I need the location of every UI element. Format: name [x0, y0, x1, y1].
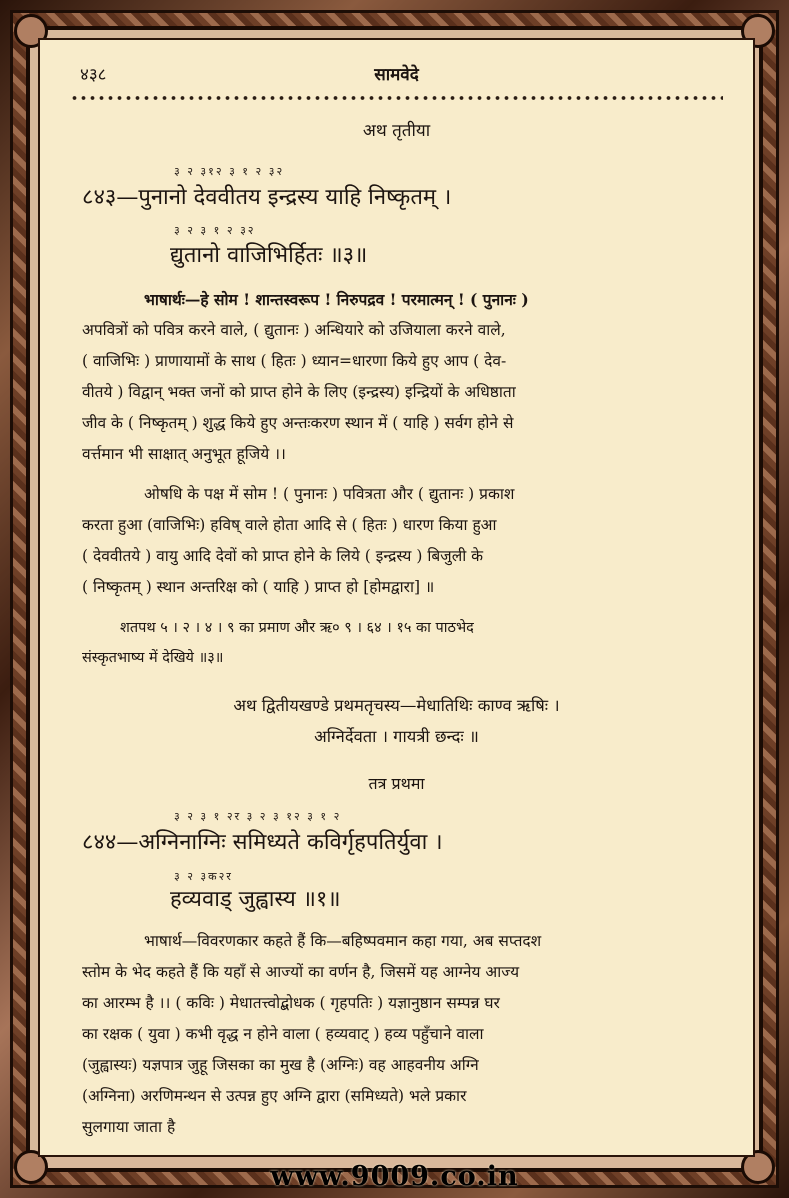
mantra-843-line1: ८४३—पुनानो देववीतय इन्द्रस्य याहि निष्कृतम् । [82, 185, 452, 210]
aushadhi-line: करता हुआ (वाजिभिः) हविष् वाले होता आदि से ( हितः ) धारण किया हुआ [82, 516, 497, 534]
bhashartha-line: स्तोम के भेद कहते हैं कि यहाँ से आज्यों का वर्णन है, जिसमें यह आग्नेय आज्य [82, 963, 520, 981]
mantra-accent-marks: ३ २ ३१२ ३ १ २ ३२ [174, 165, 285, 178]
book-title: सामवेदे [374, 65, 419, 85]
bhashartha-line: वीतये ) विद्वान् भक्त जनों को प्राप्त होने के लिए (इन्द्रस्य) इन्द्रियों के अधिष्ठाता [82, 383, 516, 401]
page-header [80, 56, 713, 86]
mantra-844-line1: ८४४—अग्निनाग्निः समिध्यते कविर्गृहपतिर्युवा । [82, 830, 443, 855]
bhashartha-line: वर्त्तमान भी साक्षात् अनुभूत हूजिये ।। [82, 445, 286, 463]
bhashartha-line: सुलगाया जाता है [82, 1118, 176, 1136]
bhashartha-line: जीव के ( निष्कृतम् ) शुद्ध किये हुए अन्तःकरण स्थान में ( याहि ) सर्वग होने से [82, 414, 514, 432]
aushadhi-line: ओषधि के पक्ष में सोम ! ( पुनानः ) पवित्रता और ( द्युतानः ) प्रकाश [144, 485, 515, 503]
bhashartha-line: भाषार्थः—हे सोम ! शान्तस्वरूप ! निरुपद्रव ! परमात्मन् ! ( पुनानः ) [144, 290, 529, 309]
decorative-dotted-rule [70, 94, 723, 102]
section-title: अथ तृतीया [362, 121, 431, 141]
reference-line: संस्कृतभाष्य में देखिये ॥३॥ [82, 650, 224, 666]
khanda-heading: अग्निर्देवता । गायत्री छन्दः ॥ [314, 727, 479, 746]
website-watermark-link[interactable]: www.9009.co.in [270, 1161, 519, 1192]
mantra-844-line2: हव्यवाड् जुह्वास्य ॥१॥ [170, 887, 341, 912]
scripture-page [38, 38, 755, 1157]
bhashartha-line: अपवित्रों को पवित्र करने वाले, ( द्युतानः ) अन्धियारे को उजियाला करने वाले, [82, 321, 506, 339]
bhashartha-line: का रक्षक ( युवा ) कभी वृद्ध न होने वाला ( हव्यवाट् ) हव्य पहुँचाने वाला [82, 1025, 484, 1043]
mantra-843-line2: द्युतानो वाजिभिर्हितः ॥३॥ [170, 243, 368, 268]
mantra-accent-marks: ३ २ ३क२र [174, 870, 233, 883]
bhashartha-line: भाषार्थ—विवरणकार कहते हैं कि—बहिष्पवमान कहा गया, अब सप्तदश [144, 932, 542, 950]
khanda-heading: अथ द्वितीयखण्डे प्रथमतृचस्य—मेधातिथिः काण्व ऋषिः । [233, 696, 560, 715]
aushadhi-line: ( निष्कृतम् ) स्थान अन्तरिक्ष को ( याहि ) प्राप्त हो [होमद्वारा] ॥ [82, 578, 435, 596]
bhashartha-line: ( वाजिभिः ) प्राणायामों के साथ ( हितः ) ध्यान=धारणा किये हुए आप ( देव- [82, 352, 507, 370]
reference-line: शतपथ ५ । २ । ४ । ९ का प्रमाण और ऋ० ९ । ६४ । १५ का पाठभेद [120, 620, 474, 636]
bhashartha-line: का आरम्भ है ।। ( कविः ) मेधातत्त्वोद्बोधक ( गृहपतिः ) यज्ञानुष्ठान सम्पन्न घर [82, 994, 500, 1012]
bhashartha-line: (अग्निना) अरणिमन्थन से उत्पन्न हुए अग्नि द्वारा (समिध्यते) भले प्रकार [82, 1087, 467, 1105]
subsection-title: तत्र प्रथमा [368, 774, 425, 793]
bhashartha-line: (जुह्वास्यः) यज्ञपात्र जुहू जिसका का मुख है (अग्निः) वह आहवनीय अग्नि [82, 1056, 479, 1074]
page-number: ४३८ [80, 65, 107, 85]
mantra-accent-marks: ३ २ ३ १ २र ३ २ ३ १२ ३ १ २ [174, 810, 342, 823]
aushadhi-line: ( देववीतये ) वायु आदि देवों को प्राप्त होने के लिये ( इन्द्रस्य ) बिजुली के [82, 547, 484, 565]
mantra-accent-marks: ३ २ ३ १ २ ३२ [174, 224, 256, 237]
